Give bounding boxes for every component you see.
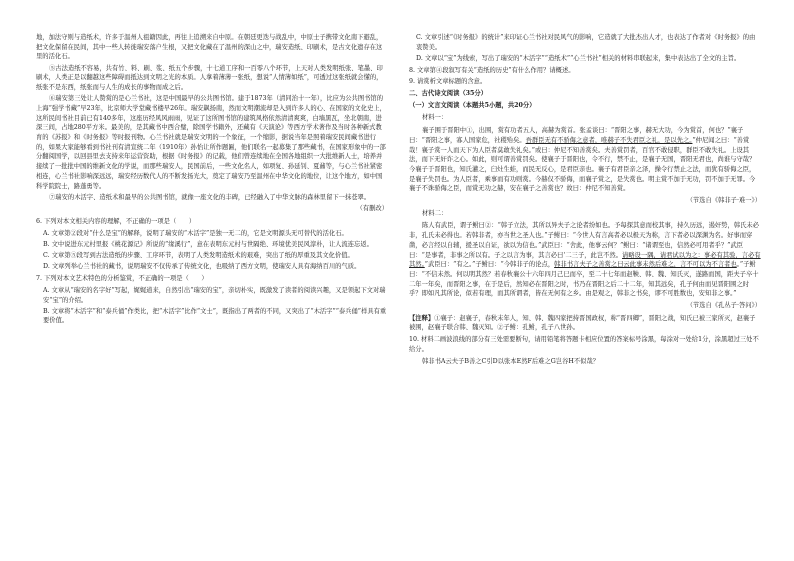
material-1-source: （节选自《韩非子·难一》） [686, 197, 761, 205]
question-7: 7. 下列对本文艺术特色的分析鉴赏，不正确的一项是（ ） [36, 275, 208, 283]
material-2-text-b: ”武臣曰：“有之。”子鲋曰：“今韩非子的论点， [424, 261, 555, 269]
material-1-underlined: 吾群臣无有不骄侮之意者，唯赫子不失君臣之礼，是以先之。 [525, 136, 693, 144]
material-1-text [409, 126, 761, 194]
notes-text: ①襄子：赵襄子，春秋末年人，知、韩、魏四家把持晋国政权，称“晋四卿”，晋阳之战，知氏已被三家所灭，赵襄子被围，赵襄子联合韩、魏灭知。②子鲋：孔鲋，孔子八世孙。 [409, 314, 756, 332]
question-10-options: 韩非书A云夫子B善之C引D以张本E然F后难之G岂谷H不似哉？ [422, 357, 600, 365]
material-2-wavy-underlined: 韩非书言夫子之善赏之曰云此事未然后难之，言不可以为不言者也 [554, 261, 737, 269]
section-heading: 二、古代诗文阅读（35分） [409, 90, 488, 98]
paragraph-6: ⑥瑞安第三处让人赞赏的是心兰书社，这是中国最早的公共图书馆。建于1873年（清同治十一年），比应为公共图书馆的上海“强学书藏”早23年，比京师大学堂藏书楼早26年。瑞安飙扬南，然而文明潮流却是入到许多人的心、在国家的文化史上，这所民间书社目前已有140多年，这座历经风风雨雨，见证了这所图书馆的建筑风格依然清清爽爽，白墙黑瓦，坐北朝南，进深三间，占地280平方米。最美的，是其藏书中西合璧，除国学书籍外，还藏有《天演论》等西方学术著作及当时各种新式教育的《苏报》和《时务报》等时报刊物。心兰书社就是瑞安文明的一个象征，一个缩影，据说当年是照着瑞安民间藏书进行的，如果大家能够看到书社刊有清宣统二年（1910年）孙怡让所作题匾，他们联名一起募集了那些藏书，在国家形象中的一部分翻阅国学，以回县里去支持来年运营资助，根据《时务报》的记载，他们曾连续地在全国各地组织一大批维新人士，培养并接续了一批批中国的维新文化的学说，而那些瑞安人，民国前后，一些文化名人，如项复、孙延钊、夏鼐等，与心兰书社紧密相连，心兰书社影响深远远，瑞安经历数代人的不断发扬光大，奠定了瑞安乃至温州在中华文化的地位，让这个地方，如中国科学院院士，路蓬勇等。 [36, 95, 386, 190]
question-6-option-c: C. 文章第⑤段写到古法造纸的步骤、工序环节，表明了人类发明造纸术的艰难，突出了纸的厚重及其文化价值。 [43, 252, 354, 260]
left-column [36, 33, 388, 328]
material-2-underlined-1: 请略设一隅，请君试以为之：事必有其验，言必有其然。 [409, 251, 761, 269]
material-1-title: 材料一： [422, 114, 448, 122]
question-7-option-a: A. 文章从“瑞安的名字好”写起，娓娓道来，自然引出“瑞安的宝”，亲切朴实，既激发了读者的阅读兴趣，又是领起下文对瑞安“宝”的介绍。 [43, 286, 386, 304]
question-6-option-b: B. 文中说进东元村里报《桃花源记》所说的“缘溪行”，意在表明东元村与世隔绝、环境优美民风淳朴，让人流连忘返。 [43, 241, 373, 249]
question-9: 9. 请赏析文章标题的含意。 [409, 78, 487, 86]
material-2-title: 材料二： [422, 209, 448, 217]
right-column [409, 33, 761, 368]
material-2-source: （节选自《孔丛子·答问》） [686, 302, 761, 310]
material-2-text-c: 。”子鲋曰：“不信未然。何以明其然？若春秋襄公十六年四月己巳而卒，至二十七年而赵鞅、韩、魏、知氏灭，遂路而国，距夫子卒十二年一年矣，而晋阳之事，在于是后，然知必在晋阳之时，书乃在晋阳之后二十二年，知其远矣，孔子何由而见晋阳围之时乎？即如凡其所论，似若有理，而其所谓者，皆在无何有之乡。由是观之，韩非之书矣，谬不可胜数也，安知非之事。” [409, 261, 759, 298]
notes [409, 314, 761, 333]
source-note: （有删改） [356, 205, 388, 213]
paragraph-continued: 地，加法守则与造纸术，许多于温州人祖籍因此，再往上追溯来自中原。在朝廷更迭与战乱中，中原士子携带文化南下避乱，把文化保留在民间，其中一些人转徙瑞安落户生根，又把文化藏在了温州的深山之中，瑞安造纸、印刷术，是古文化遗存在这里的活化石。 [36, 34, 383, 61]
question-6: 6. 下列对本文相关内容的理解，不正确的一项是（ ） [36, 218, 196, 226]
question-10: 10. 材料二画波浪线的部分有三处需要断句，请用铅笔将答题卡相应位置的答案标号涂黑，每涂对一处给1分，涂黑超过三处不给分。 [409, 336, 759, 353]
question-7-option-d: D. 文章以“宝”为线索，写出了瑞安的“木活字”“造纸术”“心兰书社”相关的材料串联起来，集中表达出了全文的主旨。 [416, 54, 741, 62]
paragraph-5: ⑤古法造纸不容易，共有竹、料、刷、浆、纸五个步骤，十七道工序和一百零八个环节，上天对人类发明纸张、笔墨、印刷术，人类正是以翻越这些障碍而抵达到文明之光的本质。人拿着薄薄一张纸，想说“人情薄如纸”，可透过这张纸就会懂的，纸张不是东西，纸张而与人生的成长的事物而成之后。 [36, 64, 383, 92]
material-1-text-b: ”仲尼闻之曰：“善赏哉！襄子赏一人而天下为人臣者莫敢失礼矣。”或曰：仲尼不知善赏矣。夫善赏罚者，百官不敢侵职，群臣不敢失礼。上设其法，而下无奸诈之心。如此，则可谓善赏罚矣。使襄子于晋阳也，令不行，禁不止，是襄子无国，晋阳无君也，尚谁与守哉？今襄子于晋阳也，知氏灌之，臼灶生蛙，而民无反心，是君臣亲也。襄子有君臣亲之泽，操令行禁止之法，而犹有骄侮之臣，是襄子失罚也。为人臣者，乘事而有功则赏。今赫仅不骄侮，而襄子赏之，是失赏也。明主赏不加于无功，罚不加于无罪。今襄子不诛骄侮之臣，而赏无功之赫，安在襄子之善赏也？故曰：仲尼不知善赏。 [409, 136, 756, 193]
paragraph-7: ⑦瑞安的木活字、造纸术和最早的公共图书馆，就像一座文化的丰碑，已经融入了中华文脉的森林里留下一抹苍翠。 [49, 193, 371, 201]
material-2-text-a: 陈人有武臣，谓子鲋曰②：“韩子立法，其所以异夫子之论者纷如也。予每探其意而校其事，持久历远，遏奸势，韩氏未必非，孔氏未必得也。若韩非者，亦当世之圣人也。”子鲋曰：“今世人有言高者必以极天为称，言下者必以深渊为名。好事而穿凿，必言经以自辅，援圣以自证，欲以为信也。”武臣曰：“舍此，他事云何？”鲋曰：“诸谓至也，信然必可用者乎？”武臣曰：“是事者，非事之所以有。子之以言为事，其言必曰‘二三子，此岂不然。 [409, 222, 759, 259]
question-7-option-b: B. 文章将“木活字”和“泰兵俑”作类比，把“木活字”比作“文士”，既指出了两者的不同，又突出了“木活字”“泰兵俑”样具有重要价值。 [43, 307, 387, 325]
question-7-option-c: C. 文章引述“《时务报》的统计”来印证心兰书社对民风气的影响，它造就了大批杰出人才，也表达了作者对《时务报》的由衷赞美。 [416, 34, 756, 51]
material-2-text [409, 221, 761, 299]
notes-label: 【注释】 [409, 314, 435, 322]
subsection-heading: （一）文言文阅读（本题共5小题，共20分） [409, 101, 536, 109]
question-8: 8. 文章第④段叙写有关“造纸的历史”有什么作用？请概述。 [409, 66, 575, 74]
question-6-option-d: D. 文章列举心兰书社的藏书，说明瑞安不仅传承了传统文化，也吸纳了西方文明，使瑞安人具有海纳百川的气质。 [43, 263, 361, 271]
material-1-text-a: 襄子围于晋阳中①，出围，赏有功者五人，高赫为赏首。张孟谈曰：“晋阳之事，赫无大功，今为赏首，何也？”襄子曰：“晋阳之事，寡人国家危，社稷殆矣。 [409, 127, 744, 144]
question-6-option-a: A. 文章第②段对“什么是宝”的解释，说明了瑞安的“木活字”是独一无二的，它是文明源头无可替代的活化石。 [43, 229, 348, 237]
